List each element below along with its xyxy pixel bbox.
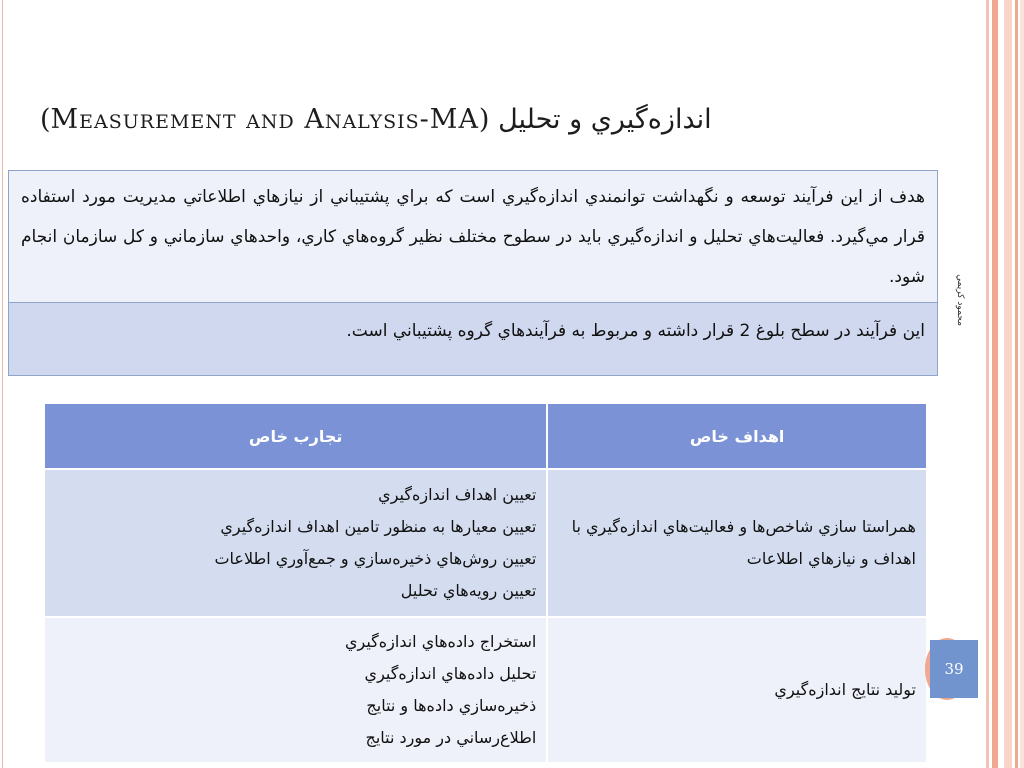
practices-cell	[44, 617, 547, 763]
practice-item: تعيين روش‌هاي ذخيره‌سازي و جمع‌آوري اطلاعات	[214, 549, 537, 568]
practice-item: استخراج داده‌هاي اندازه‌گيري	[344, 632, 537, 651]
slide-number-badge	[930, 640, 978, 698]
practice-item: تحليل داده‌هاي اندازه‌گيري	[364, 664, 537, 683]
left-border-line	[2, 0, 3, 768]
practice-item: تعيين معيارها به منظور تامين اهداف اندازه‌گيري	[220, 517, 537, 536]
table-row	[44, 469, 927, 617]
info-paragraph-2: اين فرآيند در سطح بلوغ 2 قرار داشته و مربوط به فرآيندهاي گروه پشتيباني است.	[9, 303, 937, 375]
slide-title-fa: اندازه‌گيري و تحليل	[498, 104, 712, 135]
practice-item: ذخيره‌سازي داده‌ها و نتايج	[366, 696, 537, 715]
author-name: محمود كريمي	[955, 274, 965, 326]
decor-stripe	[1004, 0, 1012, 768]
goals-practices-table	[43, 402, 928, 764]
slide-number: 39	[944, 660, 964, 678]
practice-item: تعيين اهداف اندازه‌گيري	[378, 485, 537, 504]
decor-stripe	[1015, 0, 1018, 768]
decor-stripe	[1020, 0, 1024, 768]
info-paragraph-1: هدف از اين فرآيند توسعه و نگهداشت توانمندي اندازه‌گيري است كه براي پشتيباني از نيازهاي اطلاعاتي مديريت مورد استفاده قرار مي‌گيرد. فعاليت‌هاي تحليل و اندازه‌گيري بايد در سطوح مختلف نظير گروه‌هاي كاري، واحدهاي سازماني و كل سازمان انجام شود.	[9, 171, 937, 303]
header-specific-goals: اهداف خاص	[547, 403, 927, 469]
slide-title-en: (Measurement and Analysis-MA)	[40, 104, 490, 135]
table-row	[44, 617, 927, 763]
practice-item: اطلاع‌رساني در مورد نتايج	[365, 728, 537, 747]
practice-item: تعيين رويه‌هاي تحليل	[400, 581, 537, 600]
practices-cell	[44, 469, 547, 617]
decor-stripe	[992, 0, 998, 768]
decor-stripe	[986, 0, 989, 768]
table-header-row	[44, 403, 927, 469]
header-specific-practices: تجارب خاص	[44, 403, 547, 469]
goal-cell: همراستا سازي شاخص‌ها و فعاليت‌هاي اندازه‌گيري با اهداف و نيازهاي اطلاعات	[547, 469, 927, 617]
goal-cell: توليد نتايج اندازه‌گيري	[547, 617, 927, 763]
info-box	[8, 170, 938, 376]
slide-title	[40, 104, 975, 135]
